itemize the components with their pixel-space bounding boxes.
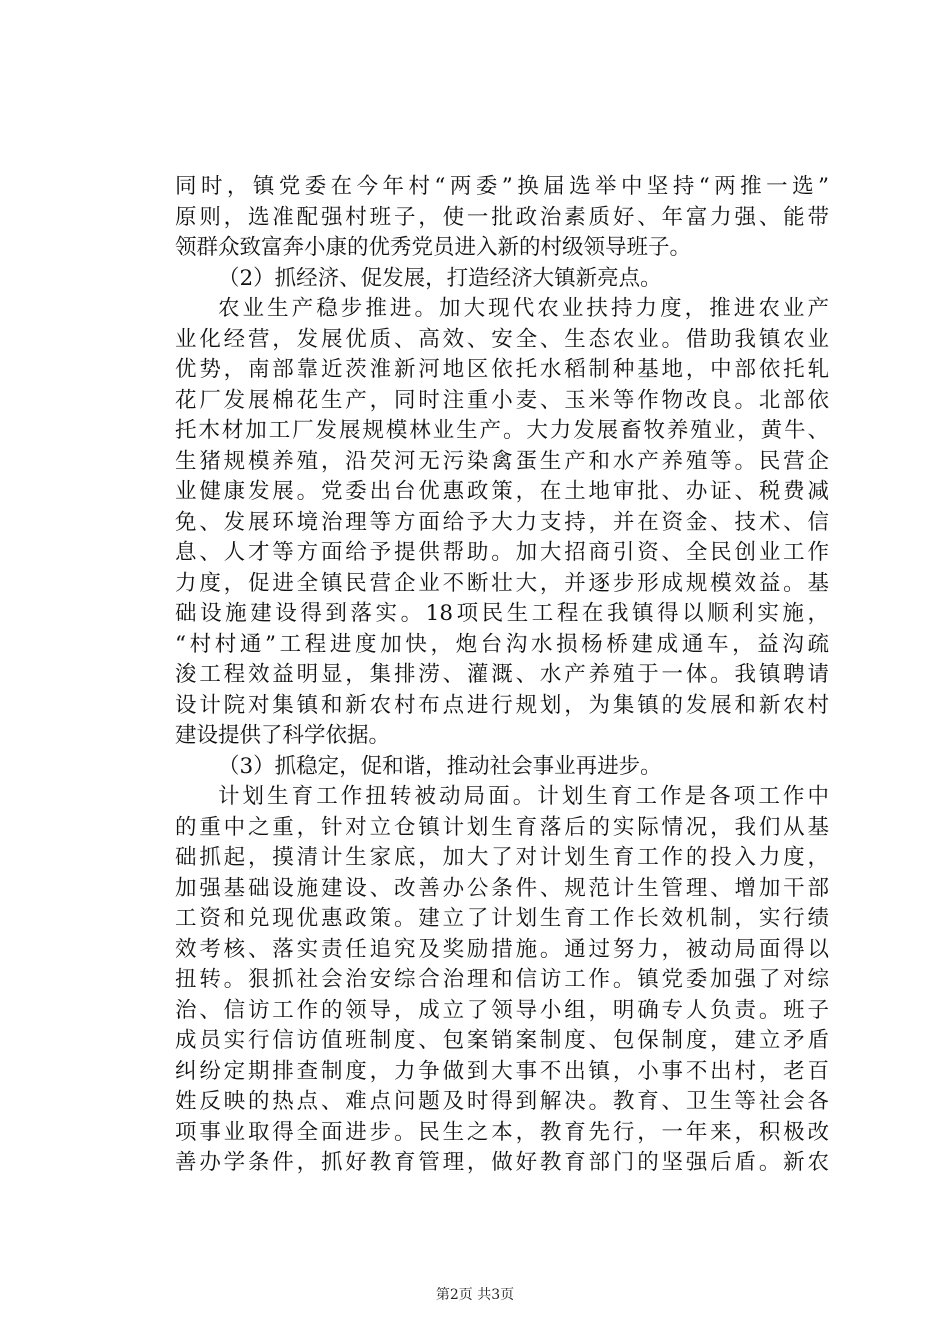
text-line: 免、发展环境治理等方面给予大力支持，并在资金、技术、信 <box>175 509 829 535</box>
text-line: “村村通”工程进度加快，炮台沟水损杨桥建成通车，益沟疏 <box>175 631 829 657</box>
text-line: 姓反映的热点、难点问题及时得到解决。教育、卫生等社会各 <box>175 1089 829 1114</box>
text-line: 领群众致富奔小康的优秀党员进入新的村级领导班子。 <box>175 235 692 260</box>
text-line: 花厂发展棉花生产，同时注重小麦、玉米等作物改良。北部依 <box>175 387 829 413</box>
text-line: （2）抓经济、促发展，打造经济大镇新亮点。 <box>218 265 662 291</box>
text-line: 加强基础设施建设、改善办公条件、规范计生管理、增加干部 <box>175 875 829 901</box>
text-line: 效考核、落实责任追究及奖励措施。通过努力，被动局面得以 <box>175 936 829 962</box>
text-line: 工资和兑现优惠政策。建立了计划生育工作长效机制，实行绩 <box>175 906 829 931</box>
text-line: 浚工程效益明显，集排涝、灌溉、水产养殖于一体。我镇聘请 <box>175 662 829 687</box>
text-line: 础抓起，摸清计生家底，加大了对计划生育工作的投入力度， <box>175 845 829 870</box>
text-line: 善办学条件，抓好教育管理，做好教育部门的坚强后盾。新农 <box>175 1150 829 1175</box>
text-line: 建设提供了科学依据。 <box>175 723 391 748</box>
text-line: 计划生育工作扭转被动局面。计划生育工作是各项工作中 <box>218 784 829 809</box>
text-line: 农业生产稳步推进。加大现代农业扶持力度，推进农业产 <box>218 296 829 321</box>
page-footer <box>0 1284 950 1304</box>
text-line: 的重中之重，针对立仓镇计划生育落后的实际情况，我们从基 <box>175 814 829 840</box>
text-line: 设计院对集镇和新农村布点进行规划，为集镇的发展和新农村 <box>175 692 829 718</box>
document-body <box>175 172 829 1179</box>
text-line: 生猪规模养殖，沿芡河无污染禽蛋生产和水产养殖等。民营企 <box>175 448 829 474</box>
text-line: （3）抓稳定，促和谐，推动社会事业再进步。 <box>218 753 662 779</box>
text-line: 项事业取得全面进步。民生之本，教育先行，一年来，积极改 <box>175 1119 829 1145</box>
text-line: 扭转。狠抓社会治安综合治理和信访工作。镇党委加强了对综 <box>175 967 829 992</box>
text-line: 同时，镇党委在今年村“两委”换届选举中坚持“两推一选” <box>175 174 829 199</box>
text-line: 原则，选准配强村班子，使一批政治素质好、年富力强、能带 <box>175 204 829 230</box>
text-line: 成员实行信访值班制度、包案销案制度、包保制度，建立矛盾 <box>175 1028 829 1053</box>
text-line: 托木材加工厂发展规模林业生产。大力发展畜牧养殖业，黄牛、 <box>175 418 829 443</box>
text-line: 纠纷定期排查制度，力争做到大事不出镇，小事不出村，老百 <box>175 1058 829 1084</box>
text-line: 业化经营，发展优质、高效、安全、生态农业。借助我镇农业 <box>175 326 829 352</box>
text-line: 力度，促进全镇民营企业不断壮大，并逐步形成规模效益。基 <box>175 570 829 596</box>
text-line: 息、人才等方面给予提供帮助。加大招商引资、全民创业工作 <box>175 540 829 565</box>
text-line: 优势，南部靠近茨淮新河地区依托水稻制种基地，中部依托轧 <box>175 357 829 382</box>
text-line: 业健康发展。党委出台优惠政策，在土地审批、办证、税费减 <box>175 479 829 504</box>
page-number-label: 第2页 共3页 <box>435 1287 515 1303</box>
text-line: 础设施建设得到落实。18项民生工程在我镇得以顺利实施， <box>175 601 829 626</box>
text-line: 治、信访工作的领导，成立了领导小组，明确专人负责。班子 <box>175 997 829 1023</box>
